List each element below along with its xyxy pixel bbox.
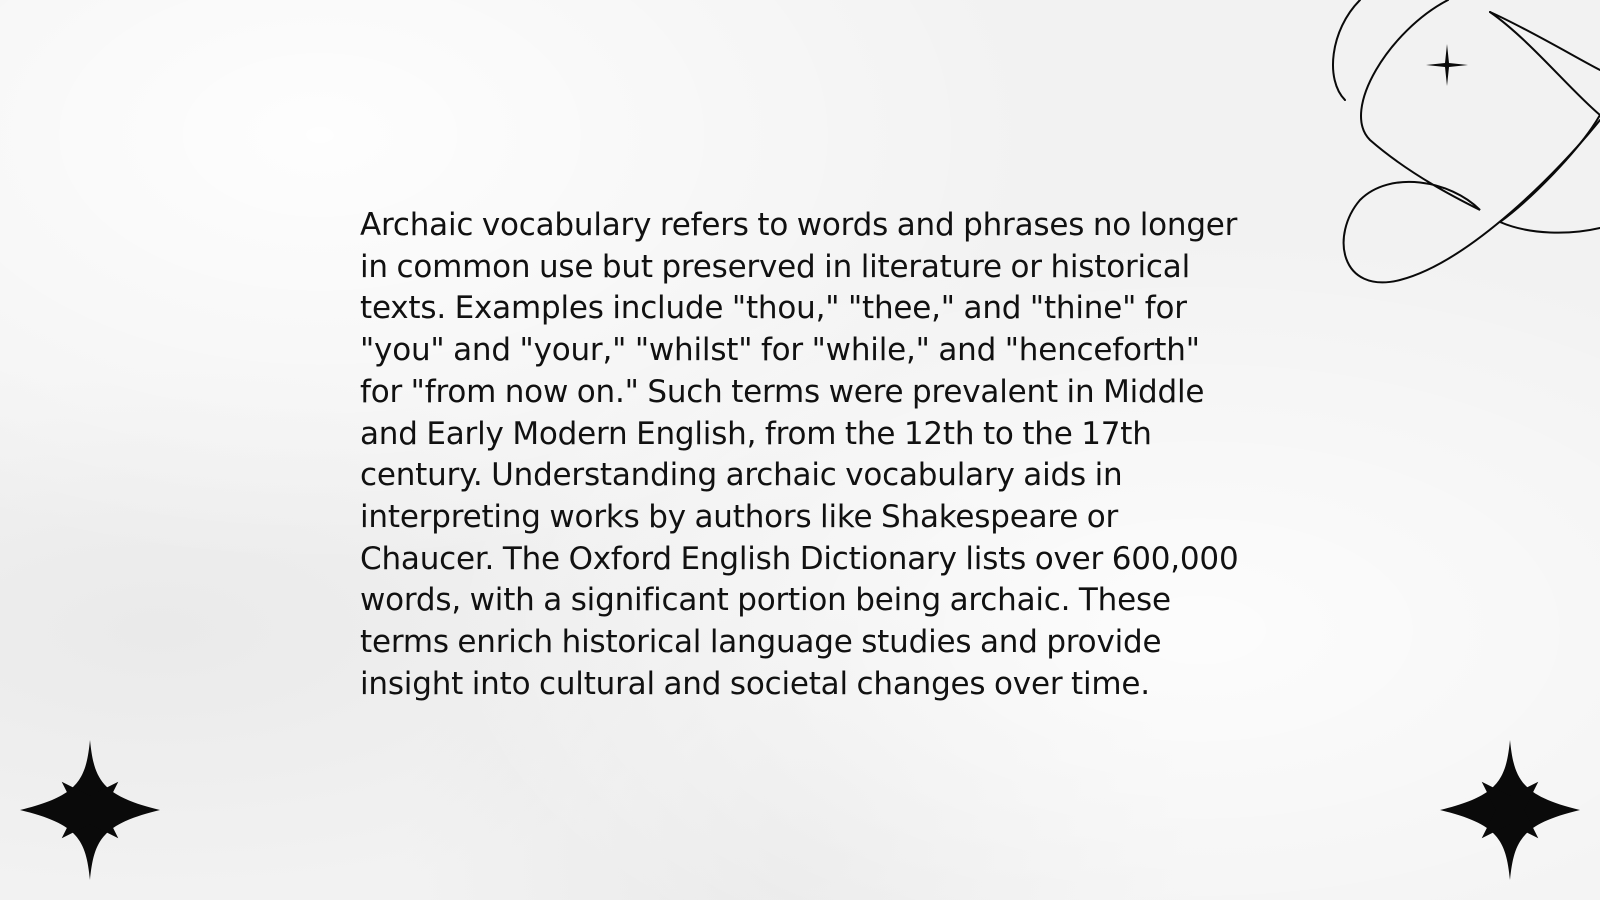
four-point-star-icon [1440, 740, 1580, 880]
orbit-lines-icon [1330, 0, 1600, 290]
sparkle-icon [1426, 44, 1468, 86]
body-paragraph: Archaic vocabulary refers to words and phrases no longer in common use but preserved in literature or historical texts. Examples include "thou," "thee," and "thine" for "you" and "your," "whilst" for "while," and "henceforth" for "from now on." Such terms were prevalent in Middle and Early Modern English, from the 12th to the 17th century. Understanding archaic vocabulary aids in interpreting works by authors like Shakespeare or Chaucer. The Oxford English Dictionary lists over 600,000 words, with a significant portion being archaic. These terms enrich historical language studies and provide insight into cultural and societal changes over time. [360, 207, 1239, 702]
four-point-star-icon [20, 740, 160, 880]
